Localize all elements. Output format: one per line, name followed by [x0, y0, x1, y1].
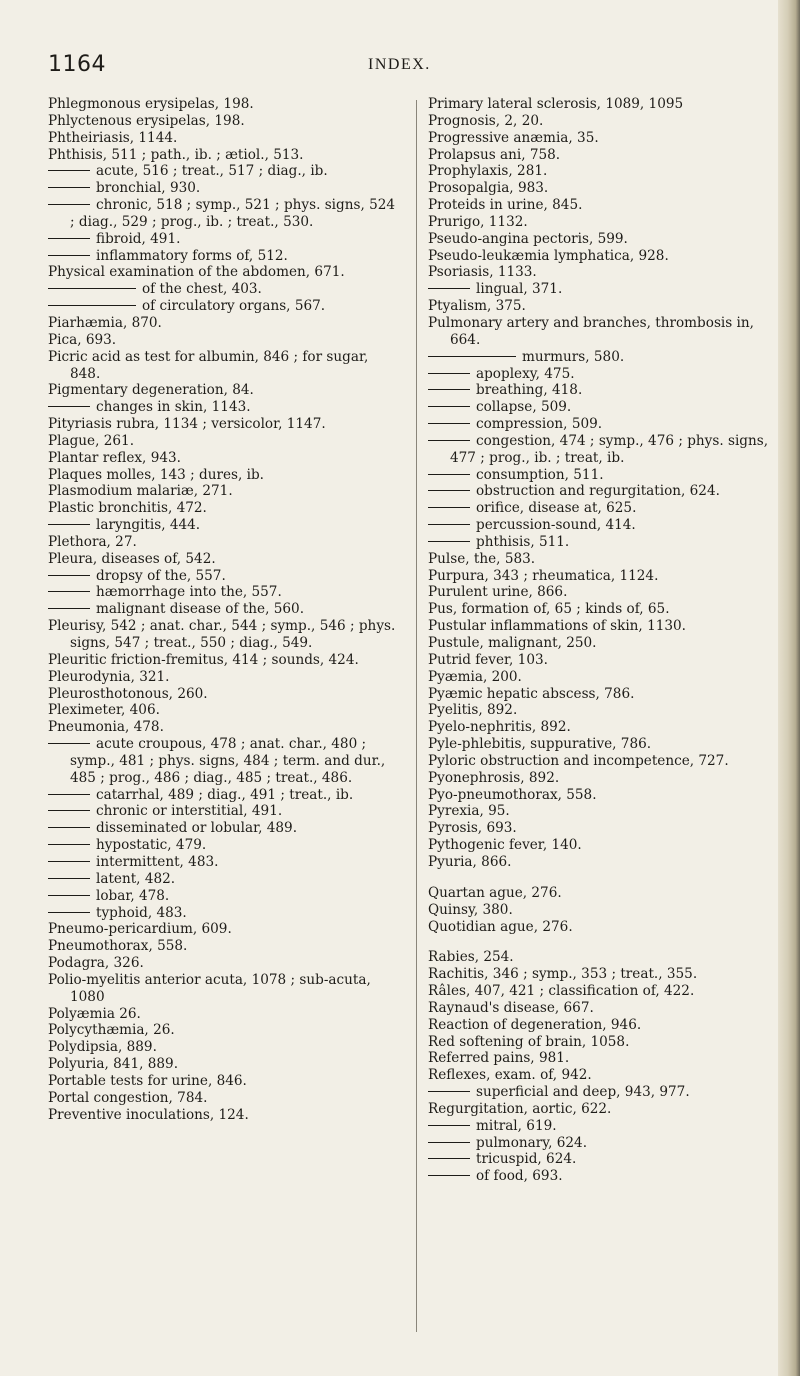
entry-text: Pneumo-pericardium, 609. [48, 921, 232, 938]
entry-text: Picric acid as test for albumin, 846 ; for sugar, 848. [48, 348, 369, 382]
repeat-dash [428, 1175, 470, 1176]
entry-text: Plaques molles, 143 ; dures, ib. [48, 466, 264, 483]
index-subentry [428, 1118, 776, 1135]
repeat-dash [428, 356, 516, 357]
entry-text: Prurigo, 1132. [428, 213, 528, 230]
entry-text: malignant disease of the, 560. [96, 601, 305, 618]
index-entry [48, 534, 400, 551]
index-entry [428, 702, 776, 719]
index-entry [428, 854, 776, 871]
repeat-dash [428, 423, 470, 424]
index-subentry [428, 517, 776, 534]
index-entry [48, 113, 400, 130]
index-entry [428, 130, 776, 147]
repeat-dash [428, 490, 470, 491]
index-subentry [428, 1135, 776, 1152]
repeat-dash [428, 389, 470, 390]
entry-text: Quinsy, 380. [428, 901, 513, 918]
index-subentry [428, 349, 776, 366]
index-entry [428, 197, 776, 214]
index-entry [48, 921, 400, 938]
repeat-dash [48, 878, 90, 879]
entry-text: hypostatic, 479. [96, 837, 207, 854]
entry-text: bronchial, 930. [96, 180, 201, 197]
entry-text: Ptyalism, 375. [428, 298, 526, 315]
repeat-dash [428, 440, 470, 441]
entry-text: laryngitis, 444. [96, 517, 201, 534]
index-entry [48, 618, 400, 652]
entry-text: Plasmodium malariæ, 271. [48, 483, 233, 500]
entry-text: Purulent urine, 866. [428, 584, 568, 601]
entry-text: Pyonephrosis, 892. [428, 769, 560, 786]
repeat-dash [428, 406, 470, 407]
entry-text: orifice, disease at, 625. [476, 500, 637, 517]
entry-text: fibroid, 491. [96, 230, 181, 247]
entry-text: Phlyctenous erysipelas, 198. [48, 112, 245, 129]
entry-text: Polio-myelitis anterior acuta, 1078 ; sub-acuta, 1080 [48, 971, 371, 1005]
index-entry [428, 803, 776, 820]
entry-text: Pigmentary degeneration, 84. [48, 382, 254, 399]
index-entry [48, 1090, 400, 1107]
entry-text: Pleurosthotonous, 260. [48, 685, 208, 702]
repeat-dash [48, 591, 90, 592]
index-subentry [428, 467, 776, 484]
index-entry [48, 500, 400, 517]
entry-text: Portal congestion, 784. [48, 1089, 208, 1106]
entry-text: Râles, 407, 421 ; classification of, 422. [428, 983, 695, 1000]
entry-text: Pythogenic fever, 140. [428, 837, 582, 854]
entry-text: Quotidian ague, 276. [428, 918, 573, 935]
entry-text: Plague, 261. [48, 432, 135, 449]
index-entry [48, 1006, 400, 1023]
entry-text: Pica, 693. [48, 331, 117, 348]
repeat-dash [48, 170, 90, 171]
index-entry [428, 568, 776, 585]
index-entry [428, 315, 776, 349]
index-entry [428, 180, 776, 197]
index-subentry [428, 382, 776, 399]
entry-text: Plethora, 27. [48, 533, 137, 550]
index-entry [48, 130, 400, 147]
entry-text: Primary lateral sclerosis, 1089, 1095 [428, 96, 684, 112]
entry-text: of circulatory organs, 567. [142, 298, 326, 315]
entry-text: Pyelo-nephritis, 892. [428, 719, 571, 736]
index-entry [428, 686, 776, 703]
running-title: INDEX. [368, 56, 431, 73]
index-entry [428, 966, 776, 983]
repeat-dash [48, 524, 90, 525]
entry-text: Pityriasis rubra, 1134 ; versicolor, 1147. [48, 416, 326, 433]
entry-text: Polyæmia 26. [48, 1005, 141, 1022]
index-entry [428, 248, 776, 265]
entry-text: Pleuritic friction-fremitus, 414 ; sounds, 424. [48, 651, 359, 668]
entry-text: Polycythæmia, 26. [48, 1022, 175, 1039]
index-subentry [428, 483, 776, 500]
index-entry [428, 652, 776, 669]
repeat-dash [428, 524, 470, 525]
index-entry [428, 1034, 776, 1051]
entry-text: Purpura, 343 ; rheumatica, 1124. [428, 567, 659, 584]
index-entry [428, 163, 776, 180]
index-subentry [428, 500, 776, 517]
index-entry [428, 669, 776, 686]
entry-text: Prognosis, 2, 20. [428, 112, 544, 129]
entry-text: Pseudo-leukæmia lymphatica, 928. [428, 247, 669, 264]
entry-text: phthisis, 511. [476, 533, 570, 550]
index-entry [48, 1056, 400, 1073]
entry-text: Portable tests for urine, 846. [48, 1072, 247, 1089]
index-entry [428, 635, 776, 652]
index-entry [428, 949, 776, 966]
index-subentry [48, 854, 400, 871]
index-subentry [48, 517, 400, 534]
repeat-dash [428, 1158, 470, 1159]
index-subentry [48, 736, 400, 787]
index-subentry [48, 180, 400, 197]
entry-text: Regurgitation, aortic, 622. [428, 1100, 612, 1117]
entry-text: typhoid, 483. [96, 904, 187, 921]
index-entry [48, 332, 400, 349]
index-entry [48, 264, 400, 281]
page-edge-shadow [778, 0, 800, 1376]
index-entry [48, 972, 400, 1006]
entry-text: Pleurisy, 542 ; anat. char., 544 ; symp., 546 ; phys. signs, 547 ; treat., 550 ; diag., 549. [48, 618, 396, 651]
entry-text: congestion, 474 ; symp., 476 ; phys. signs, 477 ; prog., ib. ; treat, ib. [450, 432, 769, 466]
index-subentry [428, 366, 776, 383]
index-entry [48, 719, 400, 736]
index-entry [428, 231, 776, 248]
repeat-dash [48, 288, 136, 289]
index-entry [428, 618, 776, 635]
index-subentry [48, 787, 400, 804]
entry-text: lobar, 478. [96, 887, 170, 904]
index-subentry [48, 298, 400, 315]
entry-text: Pyle-phlebitis, suppurative, 786. [428, 736, 652, 753]
index-subentry [428, 1084, 776, 1101]
index-entry [48, 955, 400, 972]
repeat-dash [48, 810, 90, 811]
index-entry [428, 1101, 776, 1118]
index-subentry [48, 803, 400, 820]
repeat-dash [428, 1091, 470, 1092]
index-entry [428, 983, 776, 1000]
entry-text: Phtheiriasis, 1144. [48, 129, 178, 146]
repeat-dash [48, 187, 90, 188]
index-entry [428, 147, 776, 164]
entry-text: Red softening of brain, 1058. [428, 1033, 630, 1050]
index-entry [48, 450, 400, 467]
repeat-dash [428, 1142, 470, 1143]
index-entry [428, 736, 776, 753]
entry-text: Reaction of degeneration, 946. [428, 1016, 642, 1033]
repeat-dash [48, 608, 90, 609]
entry-text: Pus, formation of, 65 ; kinds of, 65. [428, 601, 670, 618]
entry-text: Piarhæmia, 870. [48, 314, 162, 331]
entry-text: Quartan ague, 276. [428, 884, 562, 901]
index-entry [48, 96, 400, 113]
entry-text: Pyrexia, 95. [428, 803, 510, 820]
page-number: 1164 [48, 52, 106, 77]
entry-text: Preventive inoculations, 124. [48, 1106, 249, 1123]
entry-text: Physical examination of the abdomen, 671. [48, 264, 345, 281]
entry-text: Raynaud's disease, 667. [428, 999, 594, 1016]
entry-text: percussion-sound, 414. [476, 517, 636, 534]
index-entry [48, 382, 400, 399]
entry-text: Plantar reflex, 943. [48, 449, 181, 466]
repeat-dash [48, 575, 90, 576]
column-divider [416, 100, 417, 1332]
index-entry [48, 1022, 400, 1039]
entry-text: murmurs, 580. [522, 348, 625, 365]
index-entry [48, 669, 400, 686]
index-subentry [48, 399, 400, 416]
index-entry [48, 1073, 400, 1090]
repeat-dash [48, 305, 136, 306]
index-entry [48, 652, 400, 669]
entry-text: Progressive anæmia, 35. [428, 129, 599, 146]
index-entry [428, 551, 776, 568]
index-entry [428, 214, 776, 231]
index-subentry [48, 568, 400, 585]
index-column-left [48, 96, 400, 1123]
entry-text: consumption, 511. [476, 466, 604, 483]
entry-text: latent, 482. [96, 870, 176, 887]
entry-text: Phthisis, 511 ; path., ib. ; ætiol., 513. [48, 146, 304, 163]
index-column-right [428, 96, 776, 1185]
letter-section-gap [428, 871, 776, 885]
repeat-dash [48, 895, 90, 896]
index-subentry [428, 399, 776, 416]
entry-text: apoplexy, 475. [476, 365, 575, 382]
entry-text: Prosopalgia, 983. [428, 180, 549, 197]
index-subentry [48, 281, 400, 298]
entry-text: lingual, 371. [476, 281, 563, 298]
index-entry [48, 467, 400, 484]
entry-text: inflammatory forms of, 512. [96, 247, 288, 264]
entry-text: Pulmonary artery and branches, thrombosis in, 664. [428, 314, 754, 348]
entry-text: Referred pains, 981. [428, 1050, 570, 1067]
entry-text: Prophylaxis, 281. [428, 163, 548, 180]
repeat-dash [48, 743, 90, 744]
index-entry [428, 902, 776, 919]
entry-text: intermittent, 483. [96, 853, 219, 870]
entry-text: Pyo-pneumothorax, 558. [428, 786, 597, 803]
index-subentry [48, 820, 400, 837]
page-header [48, 52, 768, 82]
entry-text: superficial and deep, 943, 977. [476, 1084, 690, 1101]
index-entry [48, 315, 400, 332]
entry-text: Pleurodynia, 321. [48, 668, 170, 685]
entry-text: Putrid fever, 103. [428, 651, 548, 668]
index-entry [48, 551, 400, 568]
entry-text: Pneumothorax, 558. [48, 938, 188, 955]
repeat-dash [428, 474, 470, 475]
index-subentry [48, 837, 400, 854]
index-subentry [48, 248, 400, 265]
repeat-dash [48, 861, 90, 862]
index-subentry [428, 281, 776, 298]
entry-text: Podagra, 326. [48, 955, 144, 972]
index-subentry [48, 601, 400, 618]
index-entry [428, 885, 776, 902]
entry-text: Psoriasis, 1133. [428, 264, 537, 281]
repeat-dash [48, 204, 90, 205]
index-entry [428, 919, 776, 936]
entry-text: obstruction and regurgitation, 624. [476, 483, 720, 500]
index-subentry [48, 197, 400, 231]
entry-text: dropsy of the, 557. [96, 567, 226, 584]
entry-text: Pyæmic hepatic abscess, 786. [428, 685, 635, 702]
index-entry [428, 1000, 776, 1017]
index-entry [428, 601, 776, 618]
entry-text: chronic or interstitial, 491. [96, 803, 283, 820]
index-subentry [428, 534, 776, 551]
entry-text: compression, 509. [476, 416, 603, 433]
entry-text: changes in skin, 1143. [96, 399, 251, 416]
entry-text: pulmonary, 624. [476, 1134, 588, 1151]
entry-text: Pseudo-angina pectoris, 599. [428, 230, 628, 247]
entry-text: breathing, 418. [476, 382, 583, 399]
entry-text: tricuspid, 624. [476, 1151, 577, 1168]
index-subentry [48, 163, 400, 180]
entry-text: Polydipsia, 889. [48, 1039, 157, 1056]
entry-text: catarrhal, 489 ; diag., 491 ; treat., ib. [96, 786, 354, 803]
entry-text: Pulse, the, 583. [428, 550, 536, 567]
index-subentry [48, 905, 400, 922]
entry-text: Pyloric obstruction and incompetence, 727. [428, 752, 729, 769]
index-subentry [48, 231, 400, 248]
entry-text: Pyelitis, 892. [428, 702, 518, 719]
index-entry [48, 686, 400, 703]
index-subentry [428, 416, 776, 433]
entry-text: Pyæmia, 200. [428, 668, 522, 685]
repeat-dash [428, 507, 470, 508]
index-subentry [428, 433, 776, 467]
index-entry [428, 264, 776, 281]
index-entry [428, 787, 776, 804]
index-entry [428, 837, 776, 854]
index-subentry [48, 888, 400, 905]
index-subentry [48, 584, 400, 601]
index-entry [48, 1107, 400, 1124]
index-entry [428, 1017, 776, 1034]
entry-text: disseminated or lobular, 489. [96, 820, 298, 837]
entry-text: of the chest, 403. [142, 281, 262, 298]
index-subentry [428, 1151, 776, 1168]
entry-text: Pyrosis, 693. [428, 820, 517, 837]
index-entry [428, 820, 776, 837]
entry-text: Rachitis, 346 ; symp., 353 ; treat., 355. [428, 966, 698, 983]
entry-text: Pustule, malignant, 250. [428, 635, 597, 651]
index-entry [48, 483, 400, 500]
repeat-dash [428, 373, 470, 374]
index-entry [428, 1067, 776, 1084]
index-entry [428, 753, 776, 770]
repeat-dash [48, 238, 90, 239]
index-entry [428, 584, 776, 601]
repeat-dash [428, 1125, 470, 1126]
entry-text: of food, 693. [476, 1168, 563, 1185]
index-subentry [428, 1168, 776, 1185]
index-entry [48, 1039, 400, 1056]
repeat-dash [48, 255, 90, 256]
entry-text: Prolapsus ani, 758. [428, 146, 561, 163]
entry-text: Pustular inflammations of skin, 1130. [428, 618, 686, 635]
entry-text: Proteids in urine, 845. [428, 197, 583, 214]
entry-text: Plastic bronchitis, 472. [48, 500, 207, 517]
entry-text: acute, 516 ; treat., 517 ; diag., ib. [96, 163, 328, 180]
entry-text: Pyuria, 866. [428, 853, 512, 870]
entry-text: mitral, 619. [476, 1117, 557, 1134]
index-subentry [48, 871, 400, 888]
entry-text: Reflexes, exam. of, 942. [428, 1067, 592, 1084]
entry-text: hæmorrhage into the, 557. [96, 584, 282, 601]
repeat-dash [48, 794, 90, 795]
entry-text: Phlegmonous erysipelas, 198. [48, 96, 254, 112]
index-entry [428, 719, 776, 736]
entry-text: collapse, 509. [476, 399, 572, 416]
entry-text: Polyuria, 841, 889. [48, 1056, 179, 1073]
repeat-dash [428, 541, 470, 542]
index-entry [428, 1050, 776, 1067]
repeat-dash [48, 844, 90, 845]
index-entry [48, 147, 400, 164]
entry-text: Rabies, 254. [428, 949, 514, 966]
entry-text: Pleura, diseases of, 542. [48, 550, 216, 567]
letter-section-gap [428, 935, 776, 949]
index-entry [48, 416, 400, 433]
repeat-dash [48, 406, 90, 407]
entry-text: Pneumonia, 478. [48, 719, 164, 736]
index-entry [48, 938, 400, 955]
entry-text: Pleximeter, 406. [48, 702, 160, 719]
repeat-dash [48, 827, 90, 828]
index-entry [48, 349, 400, 383]
index-entry [428, 770, 776, 787]
entry-text: chronic, 518 ; symp., 521 ; phys. signs, 524 ; diag., 529 ; prog., ib. ; treat., 530. [70, 197, 396, 230]
repeat-dash [48, 912, 90, 913]
index-entry [48, 702, 400, 719]
index-entry [428, 298, 776, 315]
index-entry [428, 113, 776, 130]
index-entry [48, 433, 400, 450]
entry-text: acute croupous, 478 ; anat. char., 480 ; symp., 481 ; phys. signs, 484 ; term. and dur., 485 ; prog., 486 ; diag., 485 ; treat., 486. [70, 736, 386, 786]
index-entry [428, 96, 776, 113]
repeat-dash [428, 288, 470, 289]
